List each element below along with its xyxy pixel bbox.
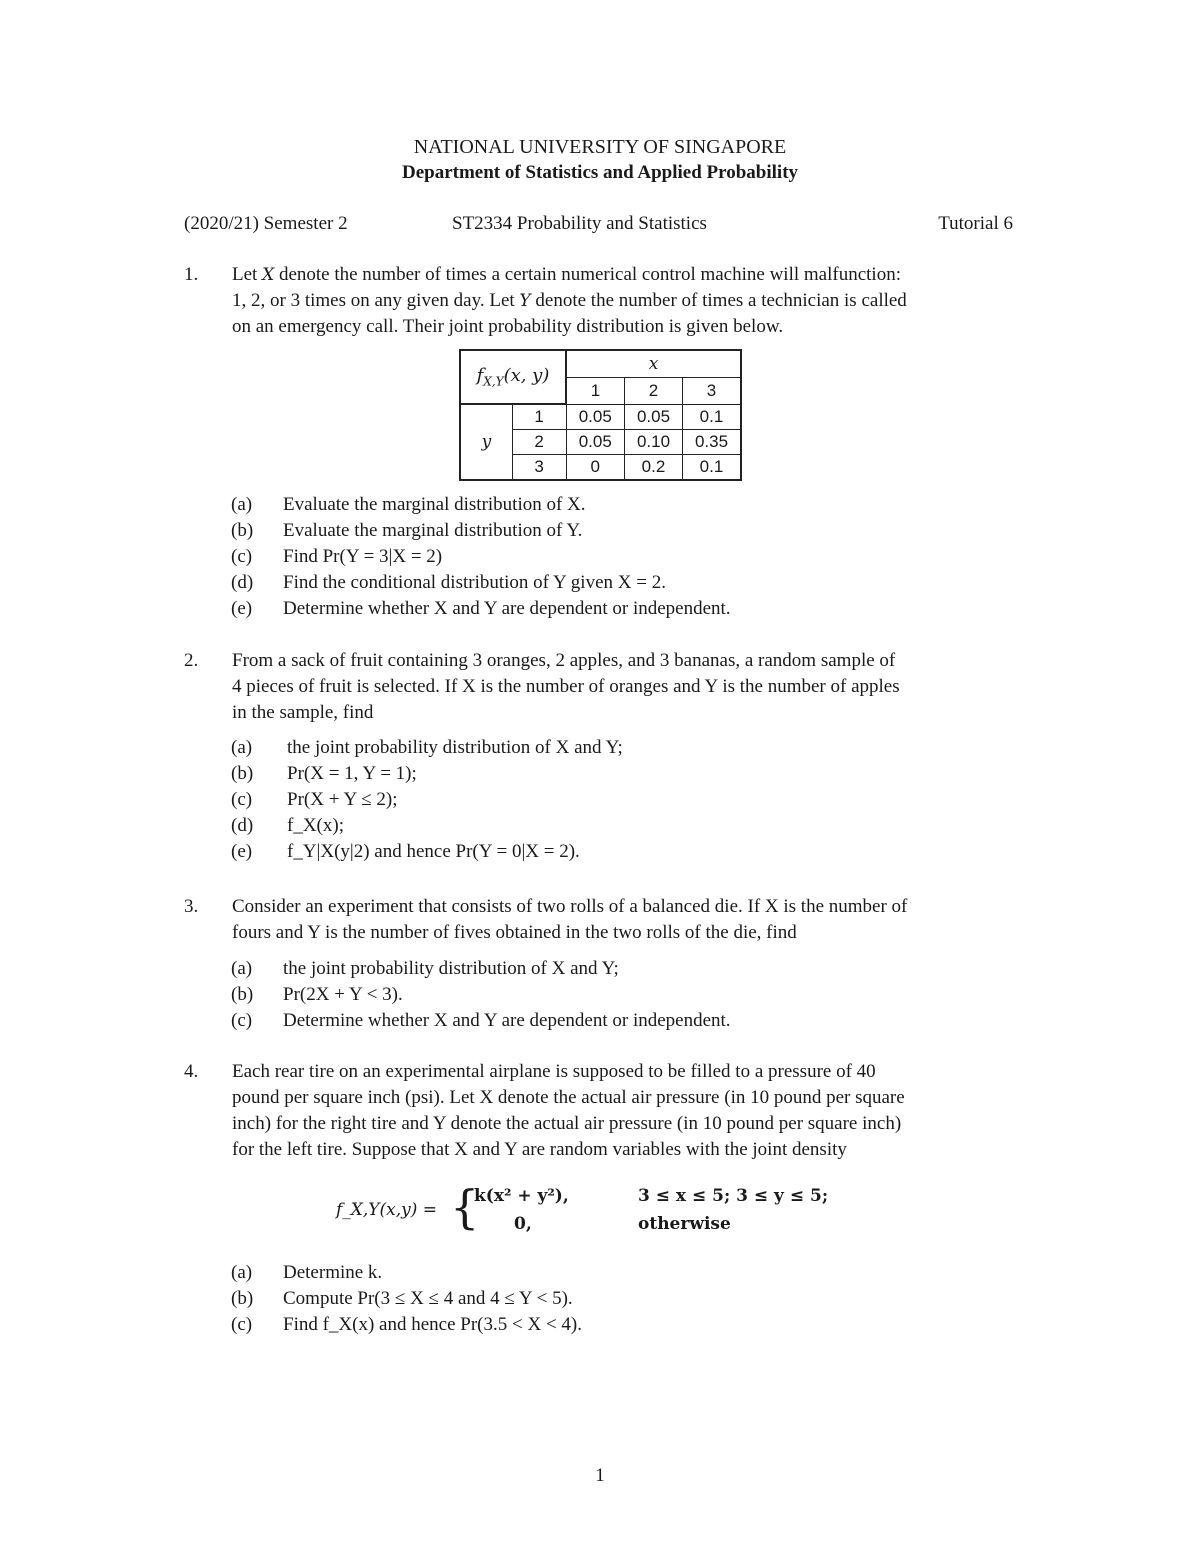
joint-probability-table	[459, 349, 742, 481]
table-x-value: 1	[566, 377, 625, 404]
q4-part-text: Find f_X(x) and hence Pr(3.5 < X < 4).	[283, 1314, 582, 1335]
table-cell: 0.05	[566, 404, 625, 430]
q4-number: 4.	[184, 1061, 199, 1082]
q2-part-label: (b)	[231, 763, 254, 784]
table-x-header: x	[566, 350, 741, 377]
q1-part-label: (b)	[231, 520, 254, 541]
q4-line: inch) for the right tire and Y denote the actual air pressure (in 10 pound per square inch)	[232, 1113, 902, 1134]
department-name: Department of Statistics and Applied Probability	[401, 162, 799, 183]
q1-line-1: Let X denote the number of times a certain numerical control machine will malfunction:	[232, 264, 901, 285]
table-cell: 0.2	[625, 455, 683, 481]
table-corner-label: $f_{X,Y}(x$, y)	[460, 350, 566, 404]
q2-number: 2.	[184, 650, 199, 671]
joint-density-formula	[336, 1182, 896, 1242]
q1-part-label: (e)	[231, 598, 253, 619]
q4-part-label: (a)	[231, 1262, 253, 1283]
course-title: ST2334 Probability and Statistics	[452, 213, 707, 234]
q1-line-3: on an emergency call. Their joint probability distribution is given below.	[232, 316, 784, 337]
q2-part-text: the joint probability distribution of X and Y;	[287, 737, 623, 758]
q1-part-label: (a)	[231, 494, 253, 515]
q2-part-label: (e)	[231, 841, 253, 862]
q3-part-text: Pr(2X + Y < 3).	[283, 984, 403, 1005]
table-x-value: 3	[683, 377, 742, 404]
q1-part-text: Evaluate the marginal distribution of X.	[283, 494, 586, 515]
table-cell: 0.1	[683, 455, 742, 481]
semester-label: (2020/21) Semester 2	[184, 213, 348, 234]
q2-part-label: (a)	[231, 737, 253, 758]
table-cell: 0.10	[625, 430, 683, 455]
q4-part-label: (b)	[231, 1288, 254, 1309]
q3-line: Consider an experiment that consists of two rolls of a balanced die. If X is the number of	[232, 896, 908, 917]
q3-part-label: (c)	[231, 1010, 253, 1031]
tutorial-number: Tutorial 6	[938, 213, 1013, 234]
q4-part-label: (c)	[231, 1314, 253, 1335]
q2-part-text: f_X(x);	[287, 815, 344, 836]
q4-line: Each rear tire on an experimental airplane is supposed to be filled to a pressure of 40	[232, 1061, 876, 1082]
q2-line: in the sample, find	[232, 702, 374, 723]
q1-part-text: Determine whether X and Y are dependent or independent.	[283, 598, 731, 619]
q4-part-text: Compute Pr(3 ≤ X ≤ 4 and 4 ≤ Y < 5).	[283, 1288, 573, 1309]
case2-condition: otherwise	[638, 1214, 731, 1234]
q2-part-label: (d)	[231, 815, 254, 836]
table-cell: 0	[566, 455, 625, 481]
q2-line: From a sack of fruit containing 3 oranges, 2 apples, and 3 bananas, a random sample of	[232, 650, 896, 671]
q2-part-label: (c)	[231, 789, 253, 810]
q3-part-text: the joint probability distribution of X and Y;	[283, 958, 619, 979]
table-cell: 0.05	[566, 430, 625, 455]
table-x-value: 2	[625, 377, 683, 404]
q3-line: fours and Y is the number of fives obtained in the two rolls of the die, find	[232, 922, 797, 943]
q1-number: 1.	[184, 264, 199, 285]
case1-expression: k(x² + y²),	[474, 1186, 569, 1206]
q1-line-2: 1, 2, or 3 times on any given day. Let Y denote the number of times a technician is called	[232, 290, 907, 311]
table-y-value: 3	[512, 455, 566, 481]
q4-line: pound per square inch (psi). Let X denote the actual air pressure (in 10 pound per square	[232, 1087, 905, 1108]
q4-line: for the left tire. Suppose that X and Y are random variables with the joint density	[232, 1139, 847, 1160]
table-cell: 0.05	[625, 404, 683, 430]
density-lhs: f_X,Y(x,y) =	[336, 1200, 438, 1220]
q2-part-text: Pr(X = 1, Y = 1);	[287, 763, 417, 784]
q1-part-label: (c)	[231, 546, 253, 567]
university-name: NATIONAL UNIVERSITY OF SINGAPORE	[413, 136, 787, 158]
q1-part-label: (d)	[231, 572, 254, 593]
case1-condition: 3 ≤ x ≤ 5; 3 ≤ y ≤ 5;	[638, 1186, 829, 1206]
page-number: 1	[595, 1465, 605, 1486]
q2-part-text: f_Y|X(y|2) and hence Pr(Y = 0|X = 2).	[287, 841, 580, 862]
q2-line: 4 pieces of fruit is selected. If X is the number of oranges and Y is the number of apples	[232, 676, 900, 697]
table-y-header: y	[460, 404, 512, 480]
table-y-value: 1	[512, 404, 566, 430]
q1-part-text: Find the conditional distribution of Y given X = 2.	[283, 572, 666, 593]
table-cell: 0.35	[683, 430, 742, 455]
q3-part-label: (b)	[231, 984, 254, 1005]
q3-part-text: Determine whether X and Y are dependent or independent.	[283, 1010, 731, 1031]
q4-part-text: Determine k.	[283, 1262, 383, 1283]
table-y-value: 2	[512, 430, 566, 455]
q3-number: 3.	[184, 896, 199, 917]
table-cell: 0.1	[683, 404, 742, 430]
q1-part-text: Find Pr(Y = 3|X = 2)	[283, 546, 443, 567]
case2-expression: 0,	[514, 1214, 532, 1234]
q2-part-text: Pr(X + Y ≤ 2);	[287, 789, 398, 810]
q1-part-text: Evaluate the marginal distribution of Y.	[283, 520, 583, 541]
left-brace: {	[450, 1180, 480, 1234]
q3-part-label: (a)	[231, 958, 253, 979]
